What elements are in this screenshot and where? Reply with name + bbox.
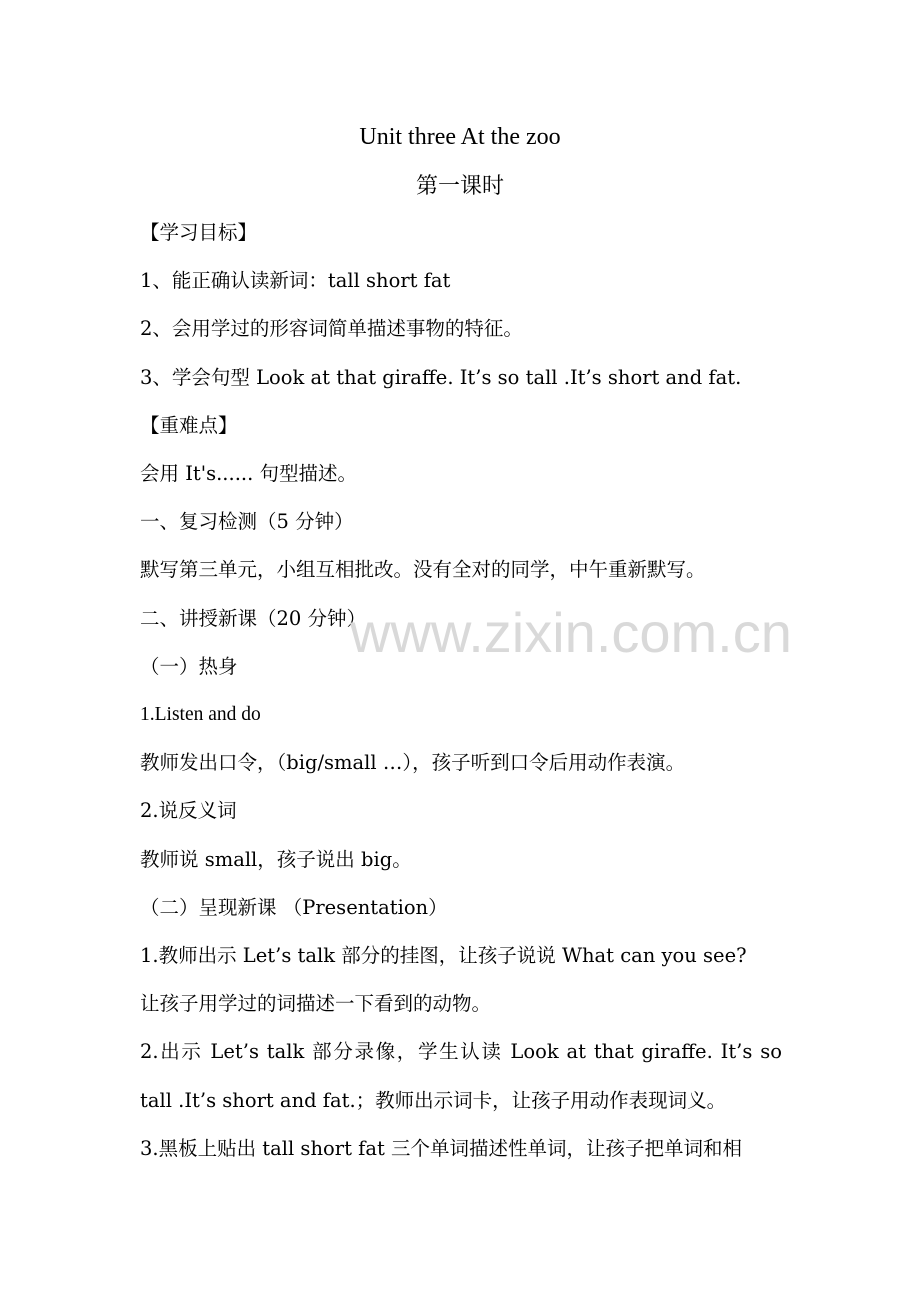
key-point-text: 会用 It's...... 句型描述。: [140, 462, 357, 485]
section-heading-new-lesson: 二、讲授新课（20 分钟）: [140, 607, 367, 630]
presentation-step-1: 1.教师出示 Let’s talk 部分的挂图，让孩子说说 What can you see?: [140, 944, 747, 967]
presentation-step-2-continued: tall .It’s short and fat.；教师出示词卡，让孩子用动作表现词义。: [140, 1089, 727, 1112]
lesson-period-heading: 第一课时: [415, 174, 504, 199]
activity-antonyms: 2.说反义词: [140, 799, 237, 822]
subsection-presentation: （二）呈现新课 （Presentation）: [140, 896, 448, 919]
document-title: Unit three At the zoo: [359, 124, 561, 150]
section-heading-review: 一、复习检测（5 分钟）: [140, 510, 354, 533]
objective-item-3: 3、学会句型 Look at that giraffe. It’s so tall .It’s short and fat.: [140, 366, 742, 389]
activity-listen-and-do-text: 教师发出口令，（big/small …），孩子听到口令后用动作表演。: [140, 751, 686, 774]
objective-item-2: 2、会用学过的形容词简单描述事物的特征。: [140, 317, 523, 340]
activity-antonyms-text: 教师说 small，孩子说出 big。: [140, 848, 412, 871]
presentation-step-2: 2.出示 Let’s talk 部分录像，学生认读 Look at that giraffe. It’s so: [140, 1040, 782, 1063]
site-watermark: www.zixin.com.cn: [350, 601, 792, 664]
objective-item-1: 1、能正确认读新词：tall short fat: [140, 269, 451, 292]
subsection-warm-up: （一）热身: [140, 655, 238, 678]
presentation-step-1-text: 让孩子用学过的词描述一下看到的动物。: [140, 992, 492, 1015]
review-text: 默写第三单元，小组互相批改。没有全对的同学，中午重新默写。: [140, 558, 706, 581]
presentation-step-3: 3.黑板上贴出 tall short fat 三个单词描述性单词，让孩子把单词和相: [140, 1137, 742, 1160]
activity-listen-and-do: 1.Listen and do: [140, 704, 261, 725]
section-heading-key-points: 【重难点】: [140, 414, 238, 437]
section-heading-objectives: 【学习目标】: [140, 221, 258, 244]
